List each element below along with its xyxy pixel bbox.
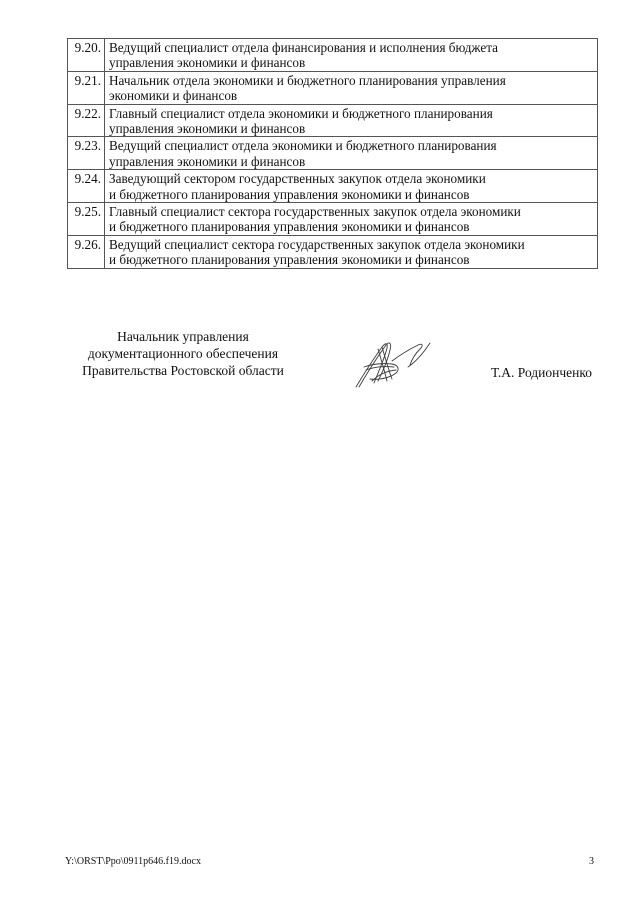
position-title-line: и бюджетного планирования управления экономики и финансов <box>109 252 470 268</box>
position-title-line: Ведущий специалист отдела финансирования и исполнения бюджета <box>109 40 498 55</box>
position-number: 9.23. <box>68 137 105 170</box>
position-title-line: Главный специалист сектора государственных закупок отдела экономики <box>109 204 521 220</box>
position-title-line: экономики и финансов <box>109 88 238 104</box>
position-title-line: и бюджетного планирования управления экономики и финансов <box>109 219 470 235</box>
position-number: 9.24. <box>68 170 105 203</box>
handwritten-signature <box>352 337 436 391</box>
signatory-position-line: Правительства Ростовской области <box>82 363 284 378</box>
table-row <box>68 235 598 268</box>
position-title <box>105 71 598 104</box>
table-row <box>68 203 598 236</box>
position-title <box>105 235 598 268</box>
position-title <box>105 137 598 170</box>
position-title-line: управления экономики и финансов <box>109 55 306 71</box>
position-title <box>105 104 598 137</box>
position-number: 9.20. <box>68 39 105 72</box>
position-number: 9.26. <box>68 235 105 268</box>
position-title-line: Ведущий специалист отдела экономики и бюджетного планирования <box>109 138 497 154</box>
position-number: 9.21. <box>68 71 105 104</box>
positions-table-body <box>68 39 598 269</box>
position-title-line: управления экономики и финансов <box>109 121 306 137</box>
footer-file-path: Y:\ORST\Ppo\0911p646.f19.docx <box>65 856 201 867</box>
position-title <box>105 170 598 203</box>
table-row <box>68 104 598 137</box>
signatory-name: Т.А. Родионченко <box>491 365 592 380</box>
position-title-line: Главный специалист отдела экономики и бюджетного планирования <box>109 105 493 121</box>
position-title-line: Ведущий специалист сектора государственных закупок отдела экономики <box>109 236 525 252</box>
table-row <box>68 71 598 104</box>
table-row <box>68 170 598 203</box>
position-title-line: управления экономики и финансов <box>109 153 306 169</box>
table-row <box>68 39 598 72</box>
position-title-line: Заведующий сектором государственных закупок отдела экономики <box>109 171 486 187</box>
position-title <box>105 203 598 236</box>
table-row <box>68 137 598 170</box>
signatory-position <box>62 328 304 379</box>
page-number: 3 <box>589 856 594 867</box>
position-title-line: Начальник отдела экономики и бюджетного планирования управления <box>109 72 506 88</box>
position-number: 9.22. <box>68 104 105 137</box>
position-title-line: и бюджетного планирования управления экономики и финансов <box>109 186 470 202</box>
signatory-position-line: Начальник управления <box>117 329 249 344</box>
positions-table <box>67 38 598 269</box>
position-title <box>105 39 598 72</box>
signatory-position-line: документационного обеспечения <box>87 346 279 361</box>
position-number: 9.25. <box>68 203 105 236</box>
